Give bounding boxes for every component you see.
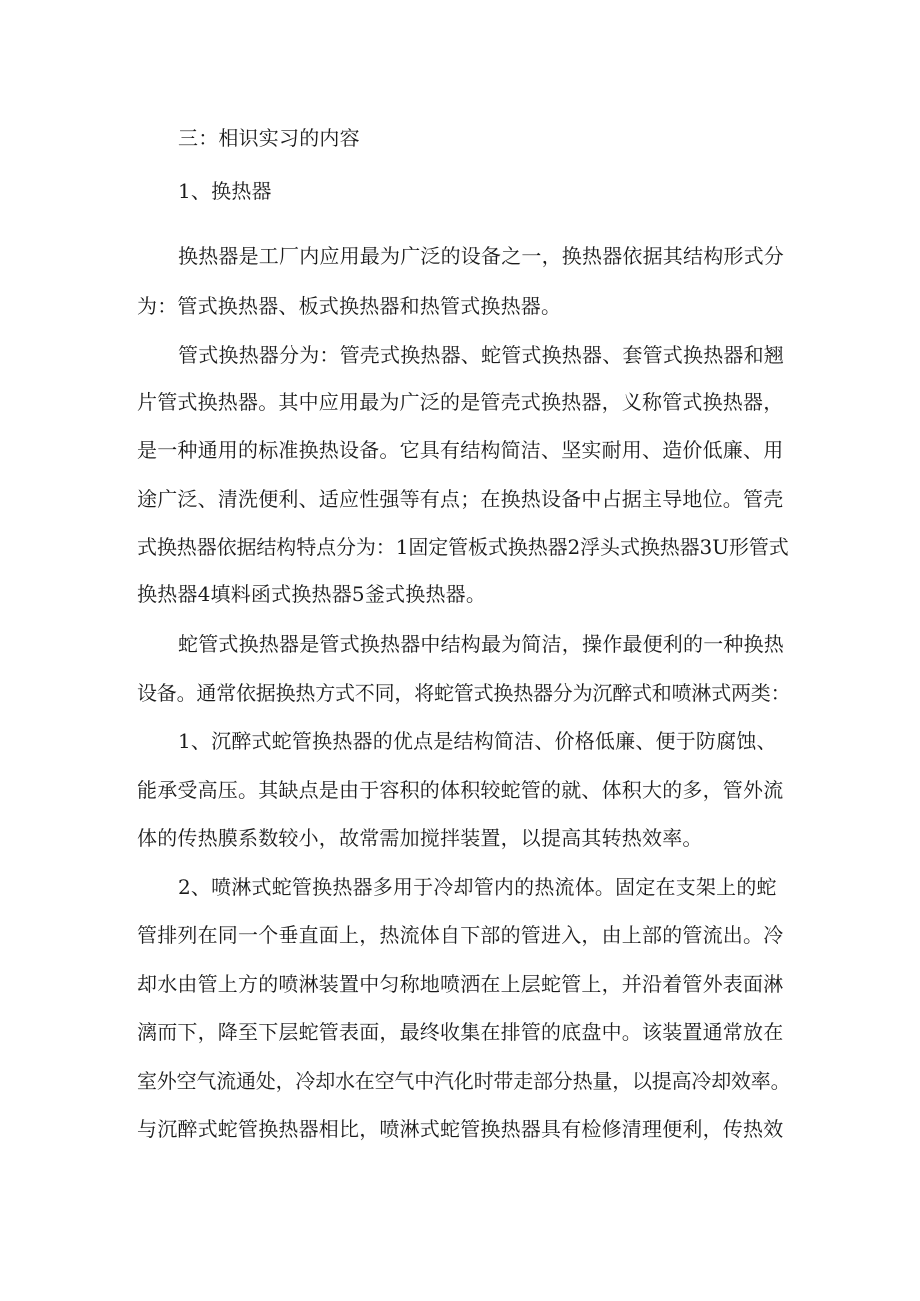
paragraph-line: 设备。通常依据换热方式不同，将蛇管式换热器分为沉醉式和喷淋式两类： (137, 681, 791, 705)
subheading: 1、换热器 (178, 179, 272, 203)
paragraph-line: 途广泛、清洗便利、适应性强等有点；在换热设备中占据主导地位。管壳 (137, 487, 784, 511)
paragraph-line: 体的传热膜系数较小，故常需加搅拌装置，以提高其转热效率。 (137, 826, 703, 850)
paragraph-line: 却水由管上方的喷淋装置中匀称地喷洒在上层蛇管上，并沿着管外表面淋 (137, 972, 784, 996)
paragraph-line: 能承受高压。其缺点是由于容积的体积较蛇管的就、体积大的多，管外流 (137, 778, 784, 802)
paragraph-line: 换热器是工厂内应用最为广泛的设备之一，换热器依据其结构形式分 (178, 244, 784, 268)
paragraph-line: 为：管式换热器、板式换热器和热管式换热器。 (137, 294, 562, 318)
paragraph-line: 是一种通用的标准换热设备。它具有结构简洁、坚实耐用、造价低廉、用 (137, 438, 784, 462)
paragraph-line: 片管式换热器。其中应用最为广泛的是管壳式换热器，义称管式换热器， (137, 390, 784, 414)
paragraph-line: 与沉醉式蛇管换热器相比，喷淋式蛇管换热器具有检修清理便利，传热效 (137, 1117, 784, 1141)
paragraph-line: 1、沉醉式蛇管换热器的优点是结构简洁、价格低廉、便于防腐蚀、 (178, 729, 777, 753)
paragraph-line: 室外空气流通处，冷却水在空气中汽化时带走部分热量，以提高冷却效率。 (137, 1069, 791, 1093)
paragraph-line: 2、喷淋式蛇管换热器多用于冷却管内的热流体。固定在支架上的蛇 (178, 875, 777, 899)
paragraph-line: 蛇管式换热器是管式换热器中结构最为简洁，操作最便利的一种换热 (178, 632, 784, 656)
paragraph-line: 管排列在同一个垂直面上，热流体自下部的管进入，由上部的管流出。冷 (137, 923, 784, 947)
paragraph-line: 式换热器依据结构特点分为：1固定管板式换热器2浮头式换热器3U形管式 (137, 535, 789, 559)
section-heading: 三：相识实习的内容 (178, 126, 360, 150)
paragraph-line: 换热器4填料函式换热器5釜式换热器。 (137, 582, 487, 606)
paragraph-line: 漓而下，降至下层蛇管表面，最终收集在排管的底盘中。该装置通常放在 (137, 1020, 784, 1044)
paragraph-line: 管式换热器分为：管壳式换热器、蛇管式换热器、套管式换热器和翘 (178, 343, 784, 367)
